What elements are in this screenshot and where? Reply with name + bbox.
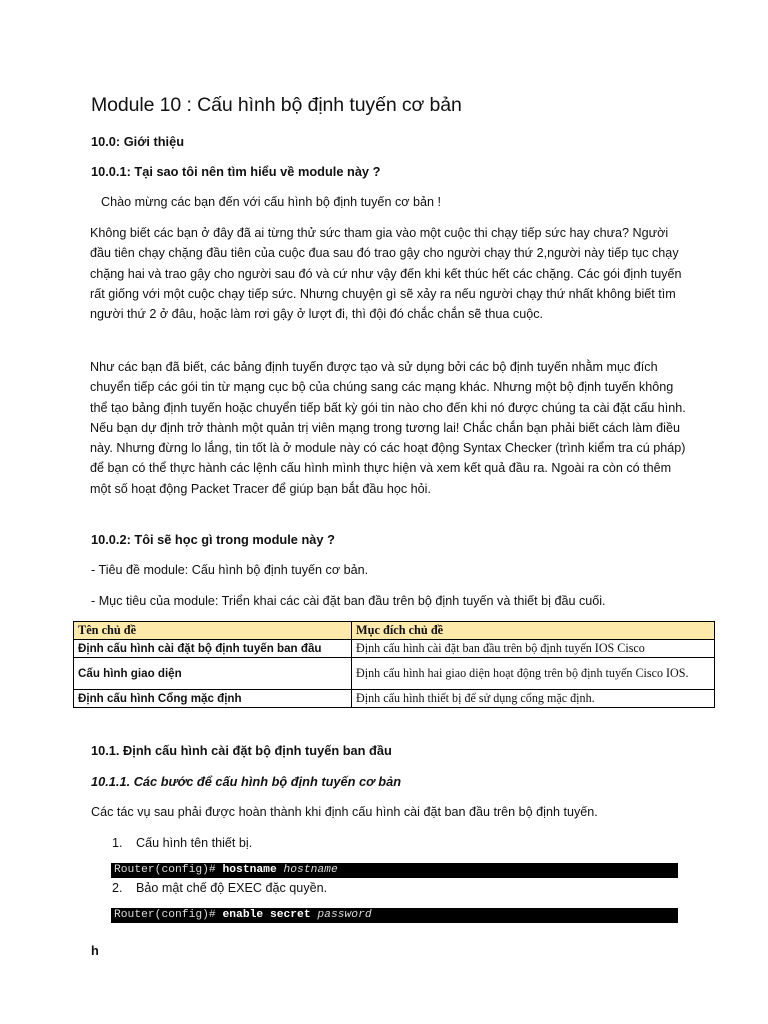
code-prompt: Router(config)# <box>114 909 216 921</box>
section-heading-learn: 10.0.2: Tôi sẽ học gì trong module này ? <box>91 532 335 547</box>
table-row <box>74 690 715 708</box>
step-item <box>112 881 327 895</box>
table-cell-purpose: Định cấu hình thiết bị để sử dụng cổng mặc định. <box>352 690 715 708</box>
table-row <box>74 640 715 658</box>
table-cell-topic: Định cấu hình Cổng mặc định <box>74 690 352 708</box>
code-argument: hostname <box>283 864 338 876</box>
step-item <box>112 836 252 850</box>
section-heading-10-1-1: 10.1.1. Các bước để cấu hình bộ định tuyến cơ bản <box>91 774 402 789</box>
table-header-row <box>74 622 715 640</box>
tasks-intro-text: Các tác vụ sau phải được hoàn thành khi định cấu hình cài đặt ban đầu trên bộ định tuyến. <box>91 805 598 819</box>
topics-table <box>73 621 715 708</box>
step-text: Bảo mật chế độ EXEC đặc quyền. <box>136 881 328 895</box>
section-heading-10-1: 10.1. Định cấu hình cài đặt bộ định tuyến ban đầu <box>91 743 392 758</box>
code-block <box>111 863 678 878</box>
module-goal-line: - Mục tiêu của module: Triển khai các cài đặt ban đầu trên bộ định tuyến và thiết bị đầu cuối. <box>91 594 606 608</box>
table-header-topic: Tên chủ đề <box>74 622 352 640</box>
code-argument: password <box>317 909 372 921</box>
step-text: Cấu hình tên thiết bị. <box>136 836 253 850</box>
trailing-text: h <box>91 943 99 958</box>
code-block <box>111 908 678 923</box>
module-title-line: - Tiêu đề module: Cấu hình bộ định tuyến cơ bản. <box>91 563 369 577</box>
table-header-purpose: Mục đích chủ đề <box>352 622 715 640</box>
table-row <box>74 658 715 690</box>
step-number: 2. <box>112 881 123 895</box>
code-command: hostname <box>222 864 277 876</box>
code-command: enable secret <box>222 909 311 921</box>
table-cell-topic: Cấu hình giao diện <box>74 658 352 690</box>
page-title: Module 10 : Cấu hình bộ định tuyến cơ bản <box>91 94 462 116</box>
table-cell-purpose: Định cấu hình hai giao diện hoạt động trên bộ định tuyến Cisco IOS. <box>352 658 715 690</box>
section-heading-intro: 10.0: Giới thiệu <box>91 134 185 149</box>
welcome-text: Chào mừng các bạn đến với cấu hình bộ định tuyến cơ bản ! <box>101 195 442 209</box>
code-prompt: Router(config)# <box>114 864 216 876</box>
paragraph-routing-tables: Như các bạn đã biết, các bảng định tuyến được tạo và sử dụng bởi các bộ định tuyến nhằm mục đích chuyển tiếp các gói tin từ mạng cục bộ của chúng sang các mạng khác. Nhưng một bộ định tuyến không thể tạo bảng định tuyến hoặc chuyển tiếp bất kỳ gói tin nào cho đến khi nó được chúng ta cài đặt cấu hình. Nếu bạn dự định trở thành một quản trị viên mạng trong tương lai! Chắc chắn bạn phải biết cách làm điều này. Nhưng đừng lo lắng, tin tốt là ở module này có các hoạt động Syntax Checker (trình kiểm tra cú pháp) để bạn có thể thực hành các lệnh cấu hình mình thực hiện và xem kết quả đầu ra. Ngoài ra còn có thêm một số hoạt động Packet Tracer để giúp bạn bắt đầu học hỏi. <box>90 360 686 496</box>
step-number: 1. <box>112 836 123 850</box>
table-cell-topic: Định cấu hình cài đặt bộ định tuyến ban đầu <box>74 640 352 658</box>
section-heading-why: 10.0.1: Tại sao tôi nên tìm hiểu về module này ? <box>91 164 381 179</box>
table-cell-purpose: Định cấu hình cài đặt ban đầu trên bộ định tuyến IOS Cisco <box>352 640 715 658</box>
paragraph-relay: Không biết các bạn ở đây đã ai từng thử sức tham gia vào một cuộc thi chạy tiếp sức hay chưa? Người đầu tiên chạy chặng đầu tiên của cuộc đua sau đó trao gậy cho người chạy thứ 2,người này tiếp tục chạy chặng hai và trao gậy cho người sau đó và cứ như vậy đến khi kết thúc hết các chặng. Các gói định tuyến rất giống với một cuộc chạy tiếp sức. Nhưng chuyện gì sẽ xảy ra nếu người chạy thứ nhất không biết tìm người thứ 2 ở đâu, hoặc làm rơi gậy ở lượt đi, thì đội đó chắc chắn sẽ thua cuộc. <box>90 226 682 322</box>
